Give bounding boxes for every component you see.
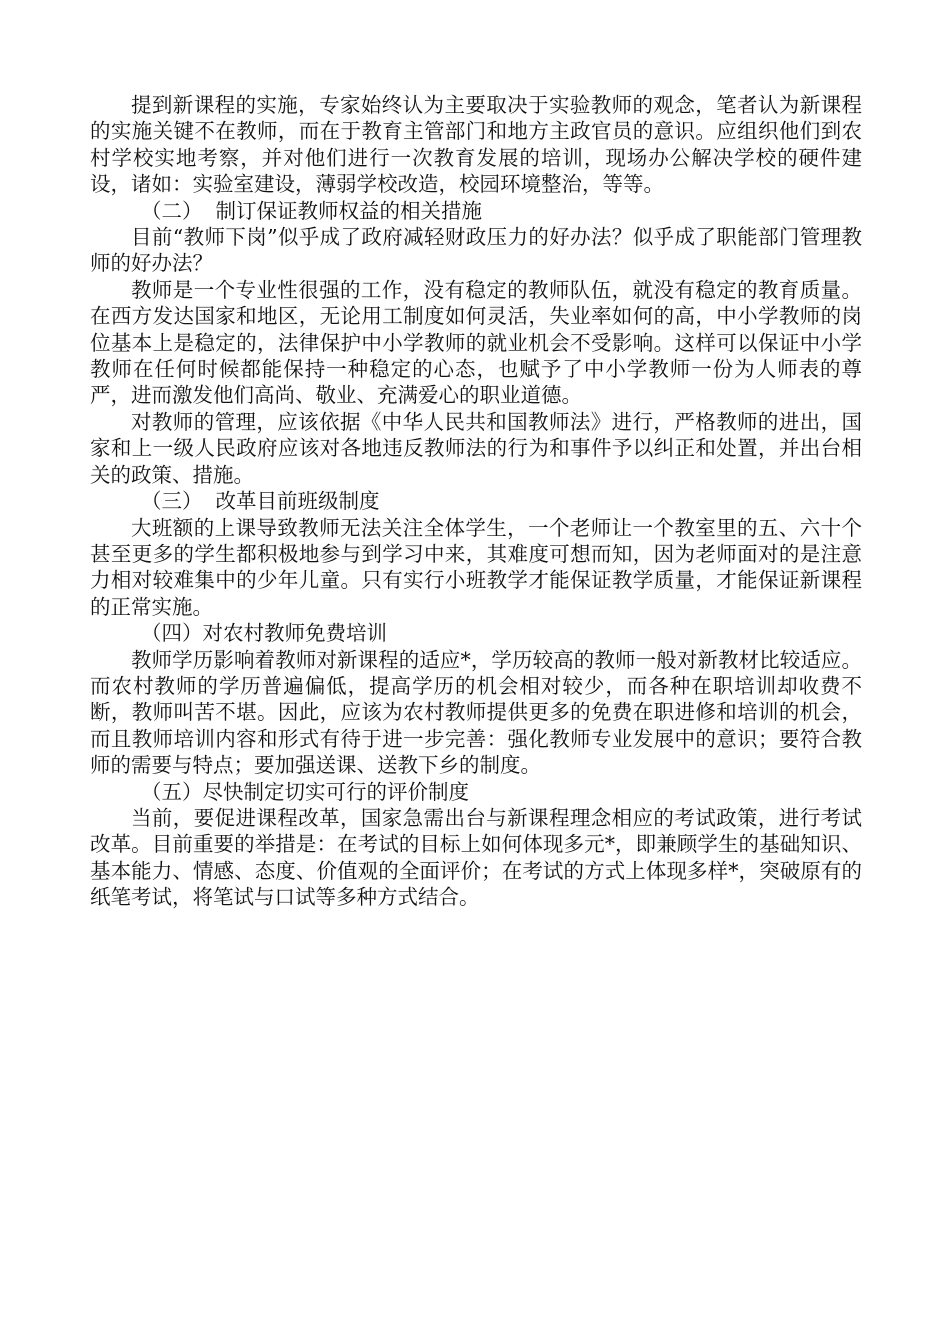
para-teacher-stability: 教师是一个专业性很强的工作，没有稳定的教师队伍，就没有稳定的教育质量。在西方发达国家和地区，无论用工制度如何灵活，失业率如何的高，中小学教师的岗位基本上是稳定的，法律保护中小学教师的就业机会不受影响。这样可以保证中小学教师在任何时候都能保持一种稳定的心态，也赋予了中小学教师一份为人师表的尊严，进而激发他们高尚、敬业、充满爱心的职业道德。 — [90, 277, 862, 408]
para-curriculum-implementation: 提到新课程的实施，专家始终认为主要取决于实验教师的观念，笔者认为新课程的实施关键不在教师，而在于教育主管部门和地方主政官员的意识。应组织他们到农村学校实地考察，并对他们进行一次教育发展的培训，现场办公解决学校的硬件建设，诸如：实验室建设，薄弱学校改造，校园环境整治，等等。 — [90, 93, 862, 197]
para-teacher-layoff: 目前“教师下岗”似乎成了政府减轻财政压力的好办法？似乎成了职能部门管理教师的好办法？ — [90, 225, 862, 276]
heading-section-5: （五）尽快制定切实可行的评价制度 — [141, 779, 469, 804]
heading-section-4: （四）对农村教师免费培训 — [141, 621, 387, 646]
para-class-size: 大班额的上课导致教师无法关注全体学生，一个老师让一个教室里的五、六十个甚至更多的学生都积极地参与到学习中来，其难度可想而知，因为老师面对的是注意力相对较难集中的少年儿童。只有实行小班教学才能保证教学质量，才能保证新课程的正常实施。 — [90, 515, 862, 619]
heading-section-2: （二） 制订保证教师权益的相关措施 — [141, 198, 483, 223]
heading-section-3: （三） 改革目前班级制度 — [141, 489, 380, 514]
para-exam-reform: 当前，要促进课程改革，国家急需出台与新课程理念相应的考试政策，进行考试改革。目前重要的举措是：在考试的目标上如何体现多元*，即兼顾学生的基础知识、基本能力、情感、态度、价值观的全面评价；在考试的方式上体现多样*，突破原有的纸笔考试，将笔试与口试等多种方式结合。 — [90, 805, 862, 910]
para-rural-training: 教师学历影响着教师对新课程的适应*，学历较高的教师一般对新教材比较适应。而农村教师的学历普遍偏低，提高学历的机会相对较少，而各种在职培训却收费不断，教师叫苦不堪。因此，应该为农村教师提供更多的免费在职进修和培训的机会，而且教师培训内容和形式有待于进一步完善：强化教师专业发展中的意识；要符合教师的需要与特点；要加强送课、送教下乡的制度。 — [90, 647, 862, 778]
para-teacher-law: 对教师的管理，应该依据《中华人民共和国教师法》进行，严格教师的进出，国家和上一级人民政府应该对各地违反教师法的行为和事件予以纠正和处置，并出台相关的政策、措施。 — [90, 409, 862, 487]
document-page — [90, 92, 862, 911]
